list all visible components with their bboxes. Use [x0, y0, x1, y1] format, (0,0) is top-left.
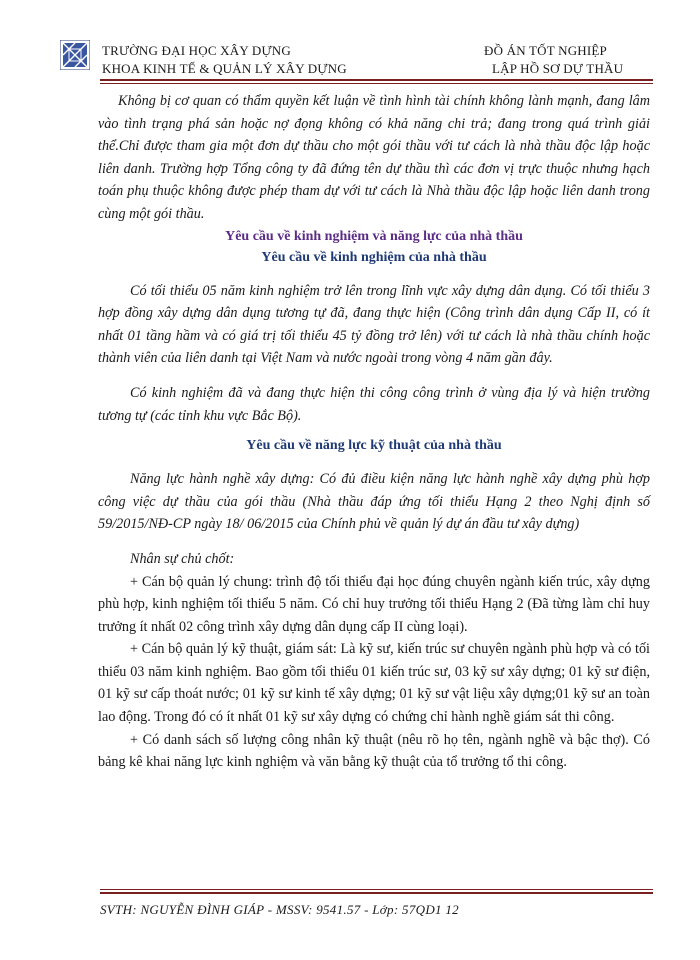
heading-experience: Yêu cầu về kinh nghiệm của nhà thầu: [261, 249, 487, 265]
list-item-general-manager: + Cán bộ quản lý chung: trình độ tối thiểu đại học đúng chuyên ngành kiến trúc, xây dựng phù hợp, kinh nghiệm tối thiểu 5 năm. Có chỉ huy trưởng tối thiểu Hạng 2 (Đã từng làm chỉ huy trưởng ít nhất 02 công trình xây dựng dân dụng cấp II cùng loại).: [98, 573, 650, 635]
header-topic: LẬP HỒ SƠ DỰ THẦU: [492, 61, 624, 76]
paragraph-regional-experience: Có kinh nghiệm đã và đang thực hiện thi công công trình ở vùng địa lý và hiện trường tương tự (các tỉnh khu vực Bắc Bộ).: [98, 384, 650, 424]
header-document-type: ĐỒ ÁN TỐT NGHIỆP: [484, 43, 607, 58]
header-divider-thin: [100, 83, 653, 84]
label-key-personnel: Nhân sự chủ chốt:: [130, 550, 235, 567]
footer-student-info: SVTH: NGUYỄN ĐÌNH GIÁP - MSSV: 9541.57 - Lớp: 57QD1 12: [100, 902, 459, 917]
list-item-technical-supervisor: + Cán bộ quản lý kỹ thuật, giám sát: Là kỹ sư, kiến trúc sư chuyên ngành phù hợp và có tối thiểu 03 năm kinh nghiệm. Bao gồm tối thiểu 01 kiến trúc sư, 03 kỹ sư xây dựng; 01 kỹ sư điện, 01 kỹ sư cấp thoát nước; 01 kỹ sư kinh tế xây dựng; 01 kỹ sư vật liệu xây dựng;01 kỹ sư an toàn lao động. Trong đó có ít nhất 01 kỹ sư xây dựng có chứng chỉ hành nghề giám sát thi công.: [98, 641, 650, 726]
footer-divider-thick: [100, 892, 653, 894]
heading-experience-capacity: Yêu cầu về kinh nghiệm và năng lực của nhà thầu: [225, 228, 523, 244]
list-item-workers: + Có danh sách số lượng công nhân kỹ thuật (nêu rõ họ tên, ngành nghề và bậc thợ). Có bảng kê khai năng lực kinh nghiệm và văn bằng kỹ thuật của tổ trưởng tổ thi công.: [98, 731, 650, 771]
paragraph-construction-license: Năng lực hành nghề xây dựng: Có đủ điều kiện năng lực hành nghề xây dựng phù hợp công việc dự thầu của gói thầu (Nhà thầu đáp ứng tối thiểu Hạng 2 theo Nghị định số 59/2015/NĐ-CP ngày 18/ 06/2015 của Chính phủ về quản lý dự án đầu tư xây dựng): [98, 471, 650, 533]
heading-technical-capacity: Yêu cầu về năng lực kỹ thuật của nhà thầu: [246, 438, 502, 454]
university-logo: [60, 40, 90, 70]
paragraph-experience-requirements: Có tối thiểu 05 năm kinh nghiệm trở lên trong lĩnh vực xây dựng dân dụng. Có tối thiểu 3 hợp đồng xây dựng dân dụng tương tự đã, đang thực hiện (Công trình dân dụng Cấp II, có ít nhất 01 tầng hầm và có giá trị tối thiểu 45 tỷ đồng trở lên) với tư cách là nhà thầu chính hoặc thành viên của liên danh tại Việt Nam và nước ngoài trong vòng 4 năm gần đây.: [98, 282, 650, 367]
header-school-name: TRƯỜNG ĐẠI HỌC XÂY DỰNG: [102, 43, 291, 58]
page-content: [98, 90, 650, 774]
paragraph-financial-status: Không bị cơ quan có thẩm quyền kết luận về tình hình tài chính không lành mạnh, đang lâm vào tình trạng phá sản hoặc nợ đọng không có khả năng chi trả; đang trong quá trình giải thể.Chỉ được tham gia một đơn dự thầu cho một gói thầu với tư cách là nhà thầu độc lập hoặc liên danh. Trường hợp Tổng công ty đã đứng tên dự thầu thì các đơn vị trực thuộc nhưng hạch toán phụ thuộc không được phép tham dự với tư cách là Nhà thầu độc lập hoặc liên danh trong cùng một gói thầu.: [98, 93, 650, 222]
header-divider-thick: [100, 79, 653, 81]
header-faculty-name: KHOA KINH TẾ & QUẢN LÝ XÂY DỰNG: [102, 61, 347, 76]
footer-divider-thin: [100, 889, 653, 890]
